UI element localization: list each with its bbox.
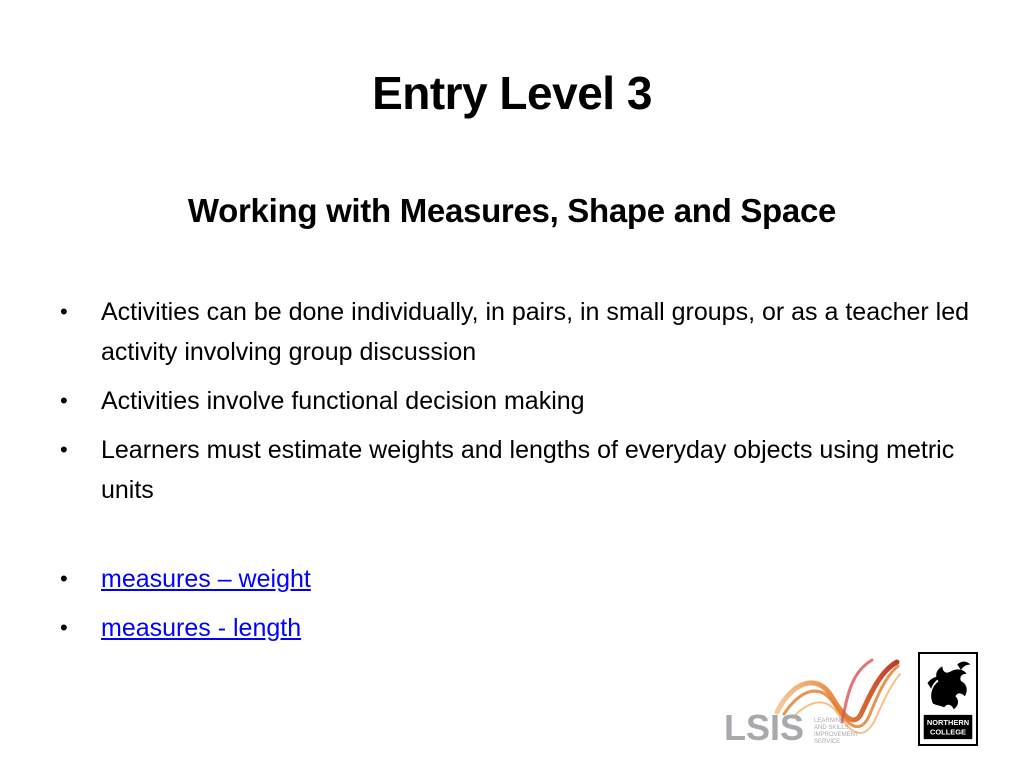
northern-college-text: COLLEGE (929, 727, 967, 737)
bullet-icon: • (60, 566, 68, 591)
lsis-tagline: IMPROVEMENT (814, 732, 859, 738)
bullet-icon: • (60, 299, 68, 324)
bullet-spacer (60, 519, 970, 559)
lsis-logo (722, 652, 902, 748)
bullet-item (60, 559, 970, 599)
bullet-item (60, 430, 970, 510)
lsis-logo-text: LSIS (724, 707, 805, 748)
measures-length-link[interactable]: measures - length (101, 614, 302, 642)
northern-college-text: NORTHERN (926, 718, 970, 728)
bullet-icon: • (60, 388, 68, 413)
bullet-icon: • (60, 437, 68, 462)
bullet-item (60, 608, 970, 648)
measures-weight-link[interactable]: measures – weight (101, 565, 311, 593)
lsis-tagline: SERVICE (814, 739, 841, 745)
bullet-text: Activities can be done individually, in pairs, in small groups, or as a teacher led activity involving group discussion (101, 298, 970, 366)
bullet-item (60, 381, 970, 421)
lsis-tagline: LEARNING (814, 718, 845, 724)
griffin-icon (927, 662, 970, 710)
slide-title: Entry Level 3 (372, 67, 652, 119)
bullet-list (60, 292, 970, 657)
bullet-item (60, 292, 970, 372)
northern-college-logo (918, 652, 978, 746)
bullet-icon: • (60, 615, 68, 640)
bullet-text: Activities involve functional decision making (101, 387, 585, 415)
lsis-tagline: AND SKILLS (814, 725, 849, 731)
bullet-text: Learners must estimate weights and lengths of everyday objects using metric units (101, 436, 955, 504)
slide-subtitle: Working with Measures, Shape and Space (187, 192, 837, 229)
